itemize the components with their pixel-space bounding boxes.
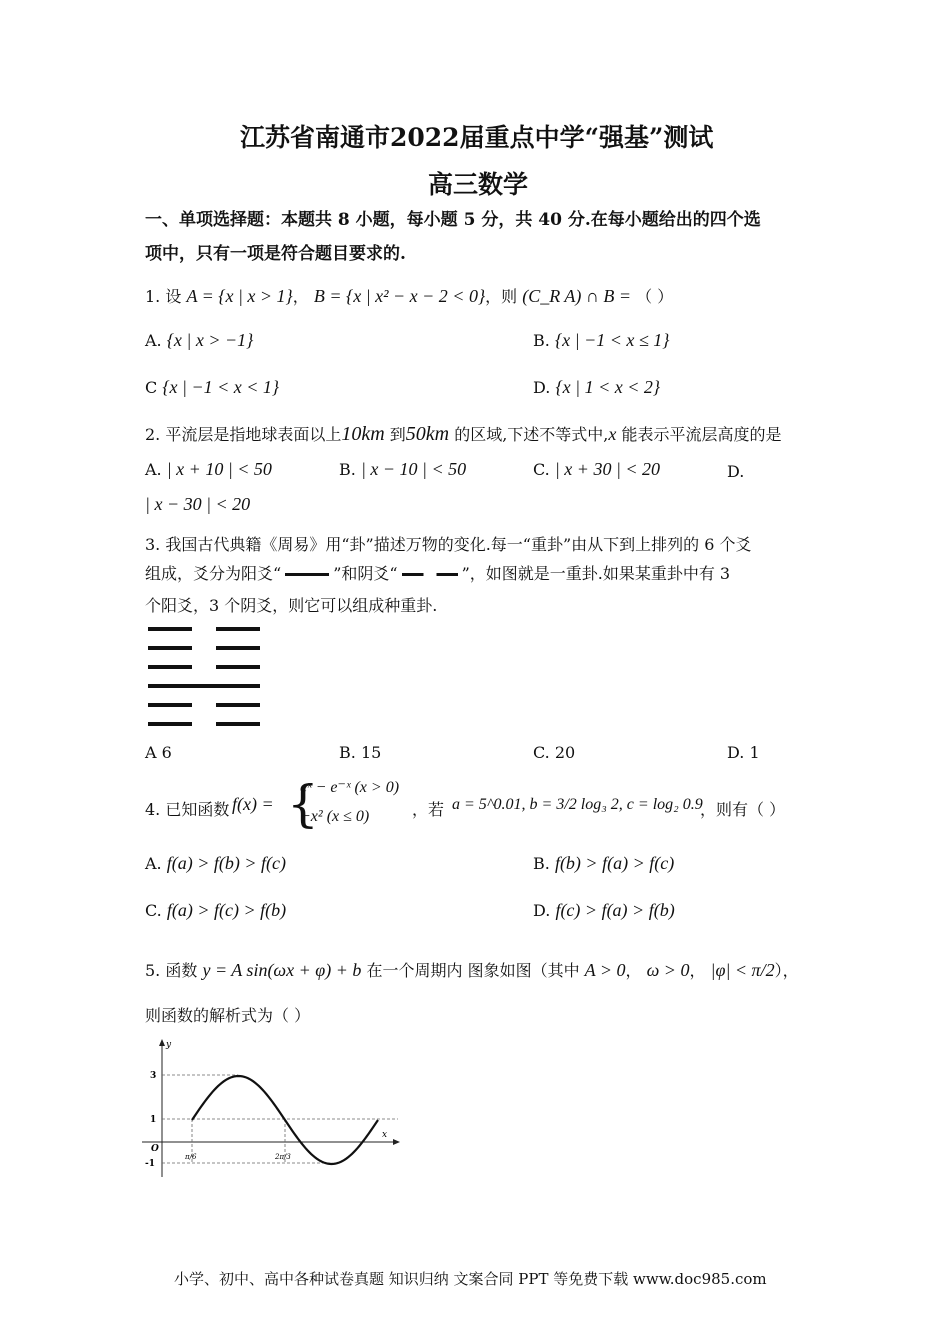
q1-option-c[interactable]: C {x | −1 < x < 1} bbox=[145, 377, 280, 397]
q4-option-b[interactable]: B. f(b) > f(a) > f(c) bbox=[533, 853, 675, 873]
question-4-prefix: 4. 已知函数 bbox=[145, 800, 230, 819]
q2-option-a[interactable]: A. | x + 10 | < 50 bbox=[145, 459, 272, 479]
x-tick-2pi3: 2π/3 bbox=[275, 1153, 291, 1161]
y-axis-label: y bbox=[166, 1040, 172, 1050]
set-b: B = {x | x² − x − 2 < 0} bbox=[313, 286, 486, 306]
q2-option-d-math: | x − 30 | < 20 bbox=[145, 494, 251, 514]
question-3-line3: 个阳爻，3 个阴爻，则它可以组成种重卦. bbox=[145, 596, 438, 615]
q1-option-b[interactable]: B. {x | −1 < x ≤ 1} bbox=[533, 330, 670, 350]
set-a: A = {x | x > 1} bbox=[186, 286, 293, 306]
y-tick-3: 3 bbox=[150, 1071, 157, 1081]
q4-abc: a = 5^0.01, b = 3/2 log₃ 2, c = log₂ 0.9 bbox=[452, 796, 703, 813]
footer-text: 小学、初中、高中各种试卷真题 知识归纳 文案合同 PPT 等免费下载 www.doc985.com bbox=[174, 1270, 767, 1288]
q3-option-b[interactable]: B. 15 bbox=[339, 743, 382, 762]
q4-case2: −x² (x ≤ 0) bbox=[300, 808, 370, 825]
x-axis-arrow-icon bbox=[393, 1139, 400, 1145]
question-3-line1: 3. 我国古代典籍《周易》用“卦”描述万物的变化.每一“重卦”由从下到上排列的 6 个爻 bbox=[145, 535, 752, 554]
origin-label: O bbox=[151, 1144, 159, 1154]
section-heading-line2: 项中，只有一项是符合题目要求的. bbox=[145, 244, 406, 264]
q1-option-d[interactable]: D. {x | 1 < x < 2} bbox=[533, 377, 661, 397]
question-5: 5. 函数 y = A sin(ωx + φ) + b 在一个周期内 图象如图（其中 A > 0， ω > 0， |φ| < π/2）， bbox=[145, 960, 799, 980]
q4-if: ，若 bbox=[412, 800, 445, 819]
q1-option-a[interactable]: A. {x | x > −1} bbox=[145, 330, 254, 350]
q4-option-a[interactable]: A. f(a) > f(b) > f(c) bbox=[145, 853, 286, 873]
hexagram-figure bbox=[140, 620, 270, 732]
question-3-line2: 组成，爻分为阳爻“ ”和阴爻“ ”，如图就是一重卦.如果某重卦中有 3 bbox=[145, 564, 731, 583]
q3-option-d[interactable]: D. 1 bbox=[727, 743, 760, 762]
section-heading-line1: 一、单项选择题：本题共 8 小题，每小题 5 分，共 40 分.在每小题给出的四个选 bbox=[145, 210, 761, 230]
expr: (C_R A) ∩ B = bbox=[522, 286, 632, 306]
x-tick-pi6: π/6 bbox=[185, 1153, 197, 1161]
page-subtitle: 高三数学 bbox=[428, 170, 529, 199]
brace-icon: { bbox=[287, 775, 319, 833]
q4-option-d[interactable]: D. f(c) > f(a) > f(b) bbox=[533, 900, 675, 920]
question-1: 1. 设 A = {x | x > 1}， B = {x | x² − x − 2 < 0}，则 (C_R A) ∩ B = （ ） bbox=[145, 286, 674, 306]
q4-case1: eˣ − e⁻ˣ (x > 0) bbox=[300, 779, 400, 796]
question-5-line2: 则函数的解析式为（ ） bbox=[145, 1006, 311, 1025]
y-tick-1: 1 bbox=[150, 1115, 157, 1125]
q4-then: ，则有（ ） bbox=[700, 800, 786, 819]
q2-option-b[interactable]: B. | x − 10 | < 50 bbox=[339, 459, 467, 479]
yang-line-icon bbox=[285, 573, 329, 576]
question-2: 2. 平流层是指地球表面以上10km 到50km 的区域,下述不等式中,x 能表示平流层高度的是 bbox=[145, 423, 782, 445]
q3-option-c[interactable]: C. 20 bbox=[533, 743, 576, 762]
q4-fx: f(x) = bbox=[232, 794, 274, 814]
yin-line-icon bbox=[402, 573, 458, 576]
page-title: 江苏省南通市2022届重点中学“强基”测试 bbox=[240, 123, 714, 152]
x-axis-label: x bbox=[382, 1130, 388, 1140]
y-axis-arrow-icon bbox=[159, 1039, 165, 1046]
sine-graph bbox=[130, 1035, 410, 1185]
q3-option-a[interactable]: A 6 bbox=[145, 743, 172, 762]
q2-option-c[interactable]: C. | x + 30 | < 20 bbox=[533, 459, 661, 479]
q4-option-c[interactable]: C. f(a) > f(c) > f(b) bbox=[145, 900, 287, 920]
q2-option-d-label[interactable]: D. bbox=[727, 462, 745, 481]
y-tick-neg1: -1 bbox=[145, 1159, 155, 1169]
